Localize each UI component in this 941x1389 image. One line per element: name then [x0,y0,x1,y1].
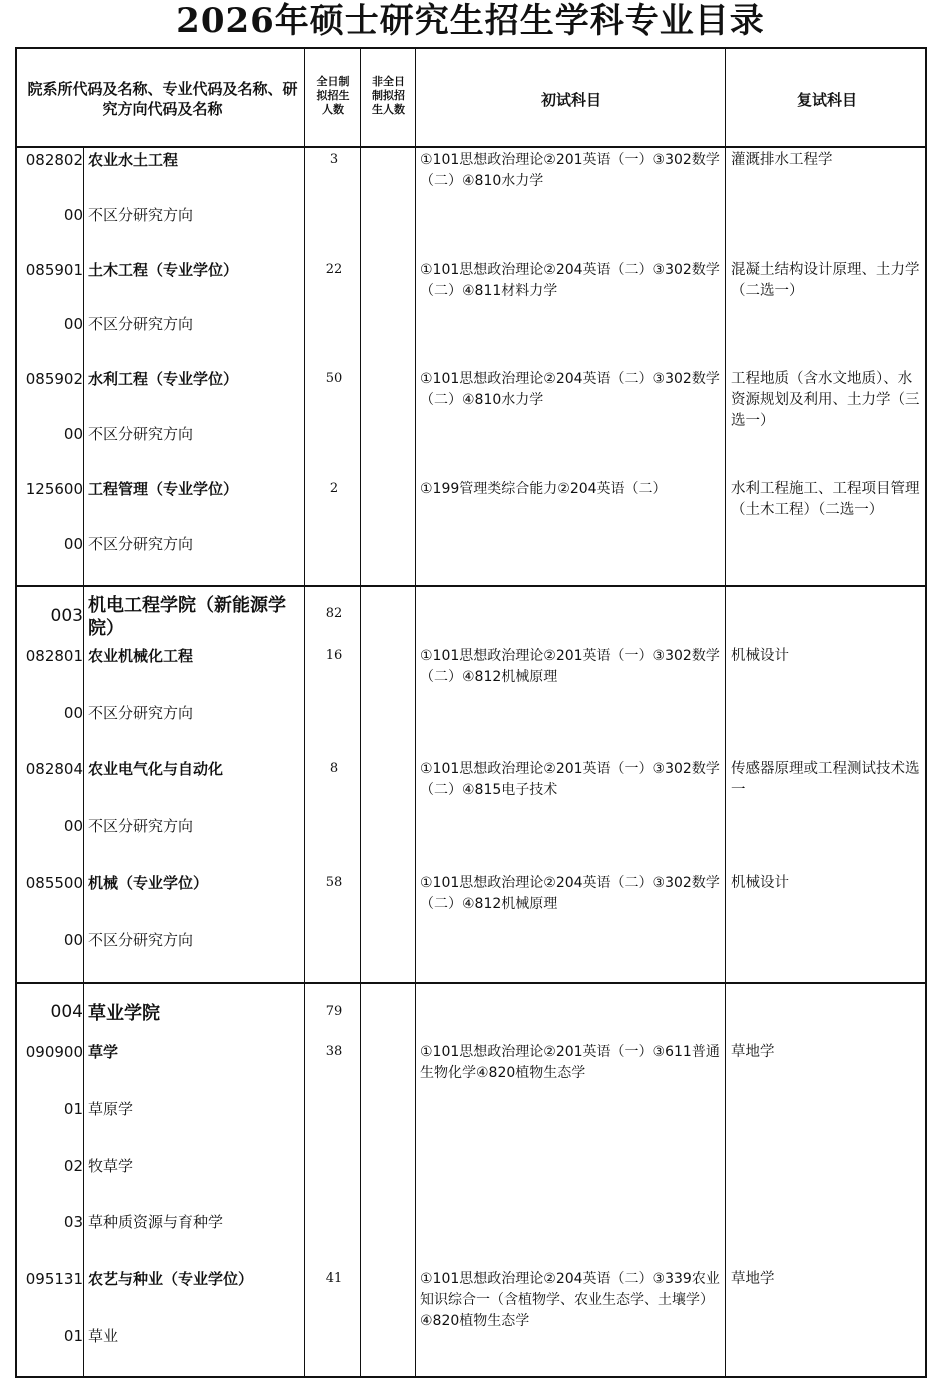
direction-name: 草种质资源与育种学 [88,1213,224,1231]
major-name: 土木工程（专业学位） [88,261,239,279]
major-code: 082802 [25,151,83,169]
major-code: 082801 [25,647,83,665]
direction-name: 草原学 [88,1100,134,1118]
column-divider [304,49,305,1376]
code-name-divider [83,146,84,1376]
direction-name: 不区分研究方向 [88,206,194,224]
header-col-parttime: 非全日制拟招生人数 [372,75,405,116]
direction-name: 不区分研究方向 [88,931,194,949]
direction-code: 00 [63,931,83,949]
initial-exam: ①101思想政治理论②201英语（一）③611普通生物化学④820植物生态学 [420,1044,720,1081]
major-code: 085500 [25,874,83,892]
initial-exam: ①199管理类综合能力②204英语（二） [420,481,667,497]
direction-name: 不区分研究方向 [88,817,194,835]
direction-name: 牧草学 [88,1157,134,1175]
section-rule [17,585,925,587]
fulltime-count: 38 [325,1044,343,1059]
department-code: 003 [50,606,83,626]
catalog-table [15,47,927,1378]
fulltime-count: 3 [329,152,339,167]
major-code: 082804 [25,760,83,778]
major-name: 机械（专业学位） [88,874,209,892]
initial-exam: ①101思想政治理论②201英语（一）③302数学（二）④815电子技术 [420,761,720,798]
retest-exam: 机械设计 [731,648,789,664]
header-col-exam1: 初试科目 [540,91,601,109]
header-col-exam2: 复试科目 [796,91,857,109]
fulltime-count: 22 [325,262,343,277]
page-title: 2026年硕士研究生招生学科专业目录 [176,1,765,41]
retest-exam: 灌溉排水工程学 [731,152,833,168]
major-code: 125600 [25,480,83,498]
major-code: 090900 [25,1043,83,1061]
direction-code: 00 [63,315,83,333]
retest-exam: 传感器原理或工程测试技术选一 [731,761,920,798]
initial-exam: ①101思想政治理论②204英语（二）③302数学（二）④811材料力学 [420,262,720,299]
fulltime-count: 2 [329,481,339,496]
direction-name: 不区分研究方向 [88,704,194,722]
department-name: 机电工程学院（新能源学院） [88,595,286,639]
fulltime-count: 58 [325,875,343,890]
direction-code: 00 [63,535,83,553]
retest-exam: 机械设计 [731,875,789,891]
direction-code: 01 [63,1100,83,1118]
direction-code: 00 [63,817,83,835]
direction-name: 不区分研究方向 [88,315,194,333]
major-name: 水利工程（专业学位） [88,370,239,388]
major-code: 095131 [25,1270,83,1288]
header-col-fulltime: 全日制拟招生人数 [316,75,350,116]
initial-exam: ①101思想政治理论②201英语（一）③302数学（二）④810水力学 [420,152,720,189]
direction-code: 00 [63,425,83,443]
column-divider [415,49,416,1376]
major-name: 农业水土工程 [88,151,179,169]
direction-code: 03 [63,1213,83,1231]
direction-code: 00 [63,206,83,224]
fulltime-count: 79 [325,1004,343,1019]
major-name: 工程管理（专业学位） [88,480,239,498]
direction-name: 草业 [88,1327,119,1345]
direction-code: 02 [63,1157,83,1175]
major-name: 农业电气化与自动化 [88,760,224,778]
initial-exam: ①101思想政治理论②201英语（一）③302数学（二）④812机械原理 [420,648,720,685]
initial-exam: ①101思想政治理论②204英语（二）③302数学（二）④812机械原理 [420,875,720,912]
initial-exam: ①101思想政治理论②204英语（二）③302数学（二）④810水力学 [420,371,720,408]
initial-exam: ①101思想政治理论②204英语（二）③339农业知识综合一（含植物学、农业生态学、土壤学）④820植物生态学 [420,1271,720,1329]
fulltime-count: 82 [325,606,343,621]
direction-code: 00 [63,704,83,722]
fulltime-count: 8 [329,761,339,776]
fulltime-count: 50 [325,371,343,386]
retest-exam: 水利工程施工、工程项目管理（土木工程）（二选一） [731,481,920,518]
fulltime-count: 16 [325,648,343,663]
retest-exam: 草地学 [731,1271,775,1287]
column-divider [725,49,726,1376]
retest-exam: 草地学 [731,1044,775,1060]
fulltime-count: 41 [325,1271,343,1286]
department-name: 草业学院 [88,1003,160,1024]
retest-exam: 工程地质（含水文地质）、水资源规划及利用、土力学（三选一） [731,371,920,429]
department-code: 004 [50,1002,83,1022]
direction-name: 不区分研究方向 [88,425,194,443]
direction-name: 不区分研究方向 [88,535,194,553]
retest-exam: 混凝土结构设计原理、土力学（二选一） [731,262,920,299]
major-name: 草学 [88,1043,119,1061]
major-name: 农艺与种业（专业学位） [88,1270,254,1288]
column-divider [360,49,361,1376]
section-rule [17,982,925,984]
major-code: 085902 [25,370,83,388]
direction-code: 01 [63,1327,83,1345]
major-code: 085901 [25,261,83,279]
header-col-name: 院系所代码及名称、专业代码及名称、研究方向代码及名称 [27,80,298,118]
major-name: 农业机械化工程 [88,647,194,665]
header-rule [17,146,925,148]
